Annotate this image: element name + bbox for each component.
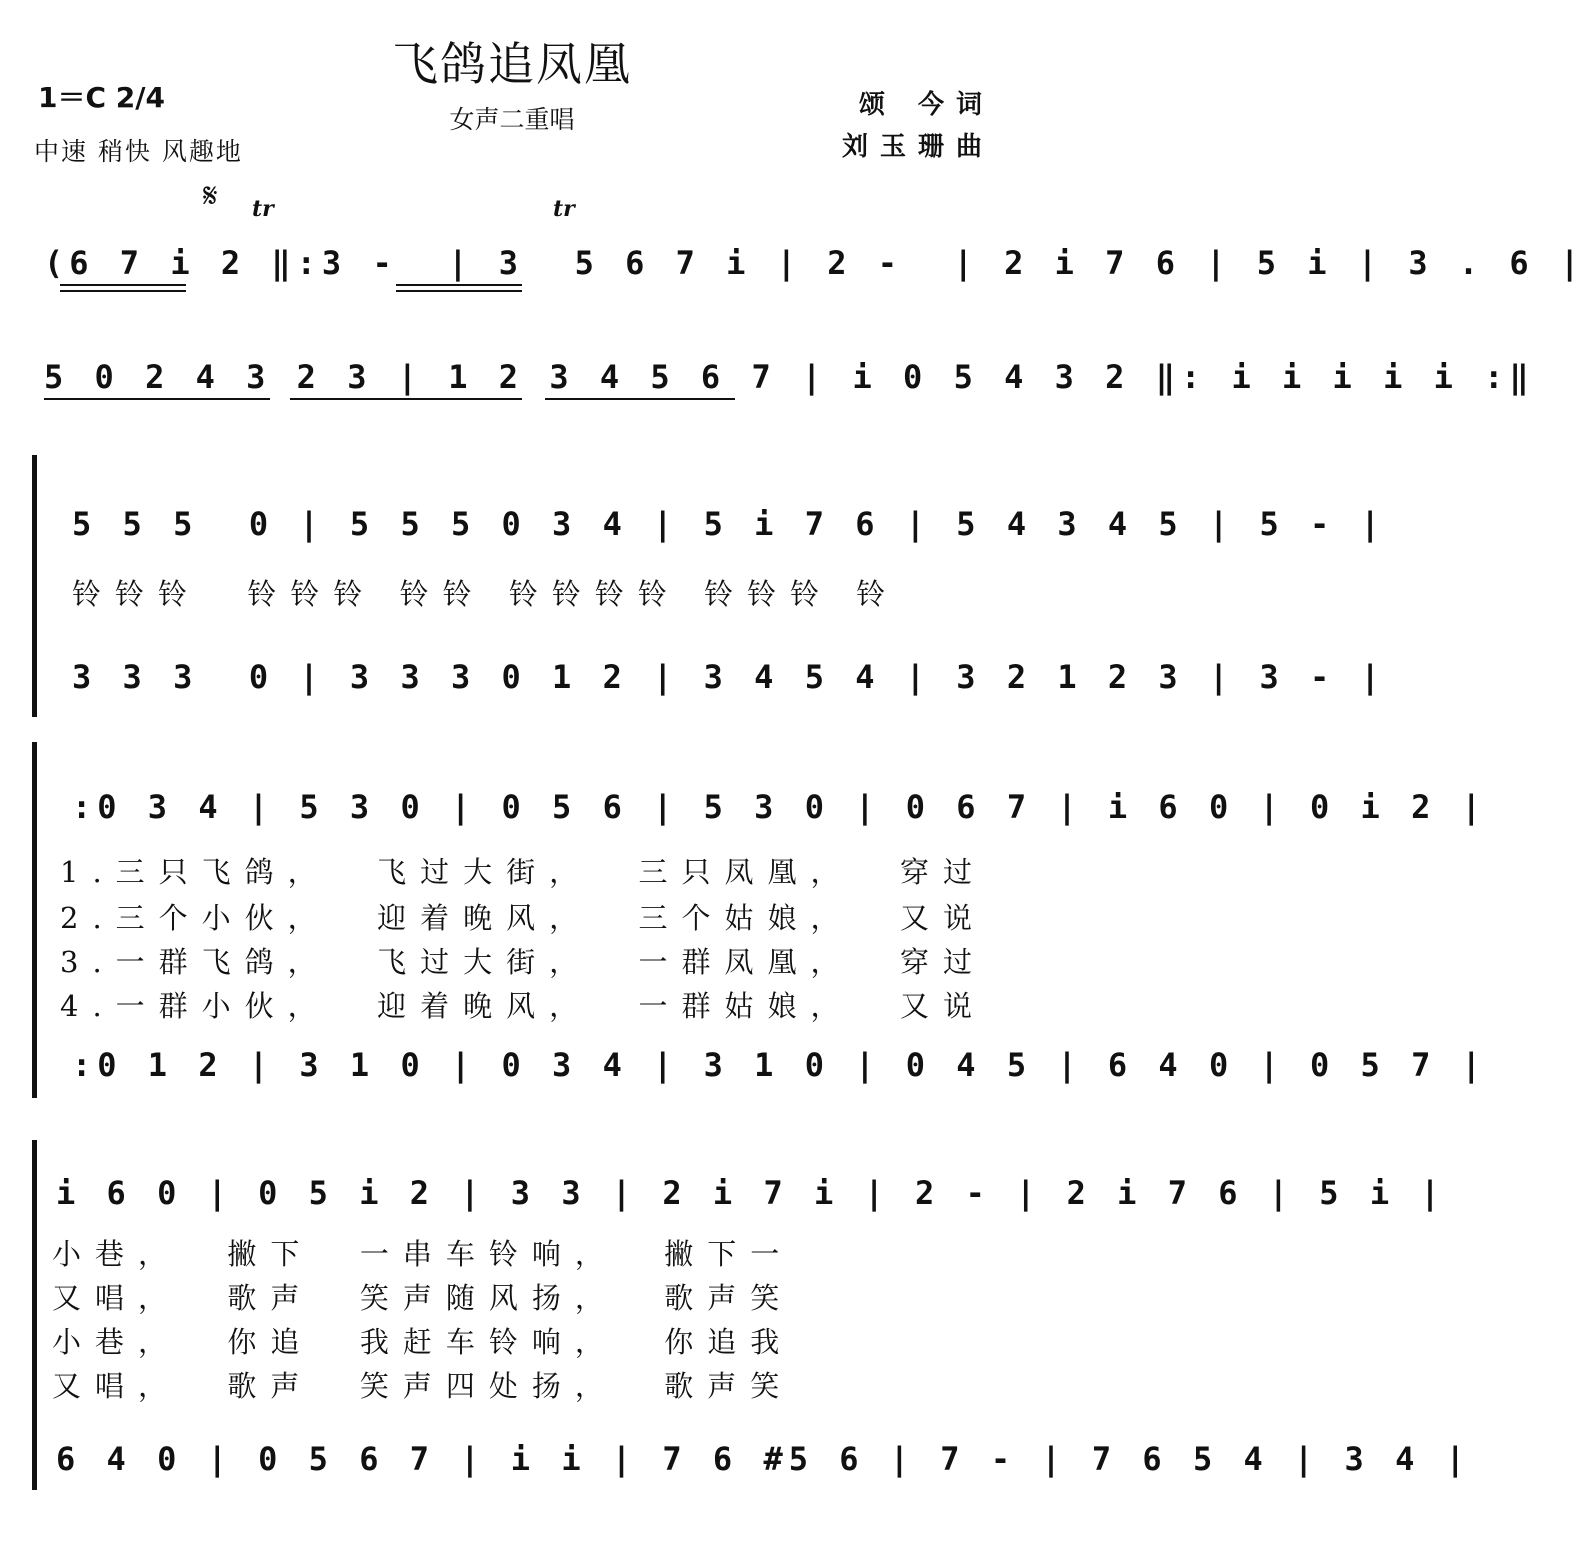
system-bracket <box>32 1140 37 1490</box>
lower-voice-line-4: :0 1 2 | 3 1 0 | 0 3 4 | 3 1 0 | 0 4 5 | 6 4 0 | 0 5 7 | <box>72 1046 1487 1084</box>
upper-voice-line-4: :0 3 4 | 5 3 0 | 0 5 6 | 5 3 0 | 0 6 7 | i 6 0 | 0 i 2 | <box>72 788 1487 826</box>
system-bracket <box>32 455 37 717</box>
song-title: 飞鸽追凤凰 <box>392 37 632 91</box>
underline <box>396 284 522 286</box>
trill-mark: tr <box>252 196 274 222</box>
system-bracket <box>32 742 37 1098</box>
lower-voice-line-5: 6 4 0 | 0 5 6 7 | i i | 7 6 #5 6 | 7 - | 7 6 5 4 | 3 4 | <box>56 1440 1471 1478</box>
lyric-verse-4b: 又唱， 歌声 笑声四处扬， 歌声笑 <box>52 1369 794 1403</box>
song-subtitle: 女声二重唱 <box>449 105 575 134</box>
tempo-marking: 中速 稍快 风趣地 <box>34 137 243 166</box>
upper-voice-line-3: 5 5 5 0 | 5 5 5 0 3 4 | 5 i 7 6 | 5 4 3 4 5 | 5 - | <box>72 505 1386 543</box>
lyric-verse-1: 1.三只飞鸽， 飞过大街， 三只凤凰， 穿过 <box>60 855 986 889</box>
underline <box>60 290 186 292</box>
lyric-verse-3: 3.一群飞鸽， 飞过大街， 一群凤凰， 穿过 <box>60 945 986 979</box>
lower-voice-line-3: 3 3 3 0 | 3 3 3 0 1 2 | 3 4 5 4 | 3 2 1 2 3 | 3 - | <box>72 658 1386 696</box>
composer-credit: 刘玉珊曲 <box>841 132 994 162</box>
underline <box>545 398 735 400</box>
lyric-verse-2: 2.三个小伙， 迎着晚风， 三个姑娘， 又说 <box>60 901 986 935</box>
underline <box>44 398 270 400</box>
segno-icon: 𝄋 <box>203 176 218 216</box>
lyric-verse-2b: 又唱， 歌声 笑声随风扬， 歌声笑 <box>52 1281 794 1315</box>
underline <box>60 284 186 286</box>
score-line-2: 5 0 2 4 3 2 3 | 1 2 3 4 5 6 7 | i 0 5 4 3 2 ‖: i i i i i :‖ <box>44 358 1535 396</box>
lyric-verse-4: 4.一群小伙， 迎着晚风， 一群姑娘， 又说 <box>60 989 986 1023</box>
underline <box>290 398 522 400</box>
score-line-1: (6 7 i 2 ‖:3 - | 3 5 6 7 i | 2 - | 2 i 7 6 | 5 i | 3 . 6 | <box>44 244 1585 282</box>
underline <box>396 290 522 292</box>
trill-mark: tr <box>553 196 575 222</box>
lyricist-credit: 颂 今词 <box>858 90 994 120</box>
lyric-verse-1b: 小巷， 撇下 一串车铃响， 撇下一 <box>52 1237 794 1271</box>
lyric-line-3: 铃铃铃 铃铃铃 铃铃 铃铃铃铃 铃铃铃 铃 <box>72 577 900 611</box>
upper-voice-line-5: i 6 0 | 0 5 i 2 | 3 3 | 2 i 7 i | 2 - | 2 i 7 6 | 5 i | <box>56 1174 1446 1212</box>
lyric-verse-3b: 小巷， 你追 我赶车铃响， 你追我 <box>52 1325 794 1359</box>
key-signature: 1＝C 2/4 <box>38 81 165 114</box>
